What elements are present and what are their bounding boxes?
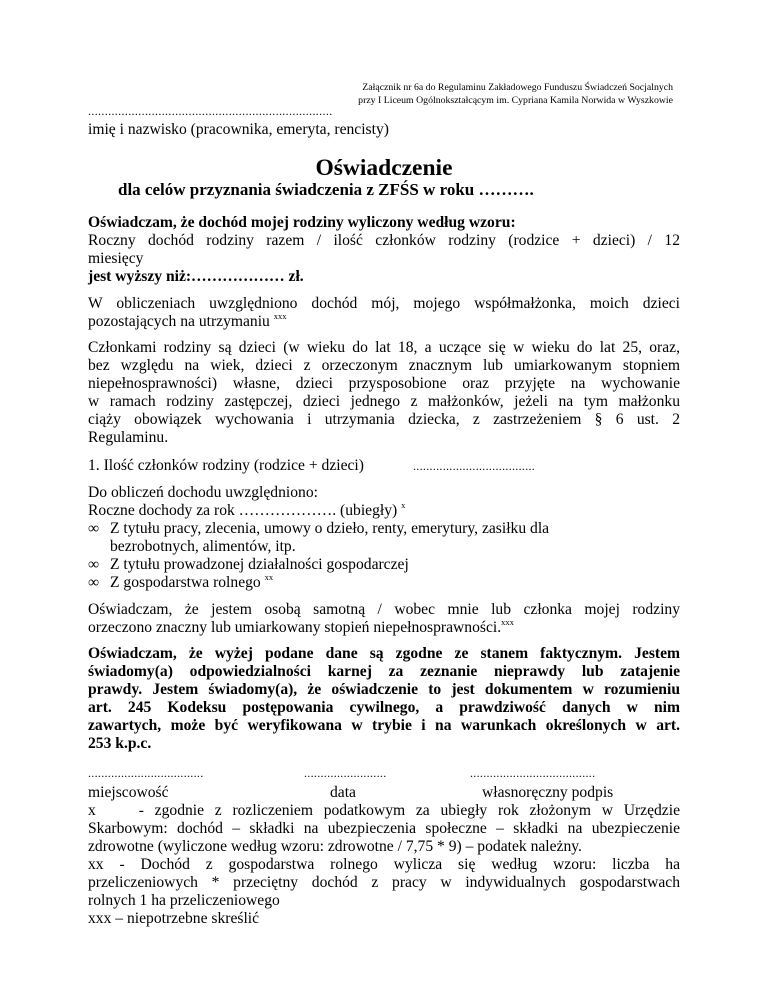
- members-line-2: bez względu na wiek, dzieci z orzeczonym znacznym lub umiarkowanym stopniem: [88, 357, 680, 374]
- members-line-4: w ramach rodziny zastępczej, dzieci jednego z małżonków, jeżeli na tym małżonku: [88, 393, 680, 410]
- included-heading: Do obliczeń dochodu uwzględniono:: [88, 484, 318, 501]
- declaration-line-3: prawdy. Jestem świadomy(a), że oświadczenie to jest dokumentem w rozumieniu: [88, 681, 680, 698]
- family-count-field: .....................................: [413, 459, 536, 473]
- income-heading: Oświadczam, że dochód mojej rodziny wyliczony według wzoru:: [88, 214, 516, 231]
- footnote-x-line-2: Skarbowym: dochód – składki na ubezpieczenia społeczne – składki na ubezpieczenie: [88, 820, 680, 837]
- footnote-xx-line-1: xx - Dochód z gospodarstwa rolnego wylicza się według wzoru: liczba ha: [88, 856, 680, 873]
- disability-line-2: orzeczono znaczny lub umiarkowany stopień niepełnosprawności.$^{xxx}$: [88, 616, 514, 636]
- annual-income-line: Roczne dochody za rok ………………. (ubiegły) $^x$: [88, 499, 406, 519]
- bullet-icon: ∞: [88, 556, 100, 573]
- bullet-icon: ∞: [88, 574, 100, 591]
- place-label: miejscowość: [88, 784, 169, 801]
- header-line-1: Załącznik nr 6a do Regulaminu Zakładowego Funduszu Świadczeń Socjalnych: [362, 82, 673, 93]
- bullet-icon: ∞: [88, 520, 100, 537]
- footnote-mark-xx: xx: [264, 571, 274, 582]
- calc-para-line-2: pozostających na utrzymaniu $^{xxx}$: [88, 310, 287, 330]
- bullet-item-work-line-2: bezrobotnych, alimentów, itp.: [110, 538, 296, 555]
- disability-line-1: Oświadczam, że jestem osobą samotną / wobec mnie lub członka mojej rodziny: [88, 601, 680, 618]
- family-count-label: 1. Ilość członków rodziny (rodzice + dzieci): [88, 457, 364, 474]
- members-line-1: Członkami rodziny są dzieci (w wieku do lat 18, a uczące się w wieku do lat 25, oraz,: [88, 339, 680, 356]
- page-title: Oświadczenie: [315, 155, 453, 181]
- footnote-x-line-1: x - zgodnie z rozliczeniem podatkowym za ubiegły rok złożonym w Urzędzie: [88, 802, 680, 819]
- declaration-line-2: świadomy(a) odpowiedzialności karnej za zeznanie nieprawdy lub zatajenie: [88, 663, 680, 680]
- calc-para-line-1: W obliczeniach uwzględniono dochód mój, mojego współmałżonka, moich dzieci: [88, 295, 680, 312]
- footnote-mark-x: x: [401, 499, 406, 510]
- declaration-line-4: art. 245 Kodeksu postępowania cywilnego, a prawdziwość danych w nim: [88, 699, 680, 716]
- name-label: imię i nazwisko (pracownika, emeryta, rencisty): [88, 121, 389, 138]
- members-line-3: niepełnosprawności) własne, dzieci przysposobione oraz przyjęte na wychowanie: [88, 375, 680, 392]
- footnote-xx-line-2: przeliczeniowych * przeciętny dochód z pracy w indywidualnych gospodarstwach: [88, 874, 680, 891]
- members-line-5: ciąży obowiązek wychowania i utrzymania dziecka, z zastrzeżeniem § 6 ust. 2: [88, 411, 680, 428]
- page-subtitle: dla celów przyznania świadczenia z ZFŚS w roku ……….: [118, 180, 534, 199]
- members-line-6: Regulaminu.: [88, 429, 169, 446]
- date-field: .........................: [304, 766, 387, 780]
- signature-field: ......................................: [470, 766, 596, 780]
- document-page: Załącznik nr 6a do Regulaminu Zakładowego Funduszu Świadczeń Socjalnych przy I Liceum Ogólnokształcącym im. Cypriana Kamila Norwida w Wyszkowie ......................................................................... imię i nazwisko (pracownika, emeryta, rencisty) Oświadczenie dla celów przyznania świadczenia z ZFŚS w roku ………. Oświadczam, że dochód mojej rodziny wyliczony według wzoru: Roczny dochód rodziny razem / ilość członków rodziny (rodzice + dzieci) / 12 miesięcy jest wyższy niż:……………… zł. W obliczeniach uwzględniono dochód mój, mojego współmałżonka, moich dzieci pozostających na utrzymaniu $^{xxx}$ Członkami rodziny są dzieci (w wieku do lat 18, a uczące się w wieku do lat 25, oraz, bez względu na wiek, dzieci z orzeczonym znacznym lub umiarkowanym stopniem niepełnosprawności) własne, dzieci przysposobione oraz przyjęte na wychowanie w ramach rodziny zastępczej, dzieci jednego z małżonków, jeżeli na tym małżonku ciąży obowiązek wychowania i utrzymania dziecka, z zastrzeżeniem § 6 ust. 2 Regulaminu. 1. Ilość członków rodziny (rodzice + dzieci) ..................................... Do obliczeń dochodu uwzględniono: Roczne dochody za rok ………………. (ubiegły) $^x$ ∞ Z tytułu pracy, zlecenia, umowy o dzieło, renty, emerytury, zasiłku dla bezrobotnych, alimentów, itp. ∞ Z tytułu prowadzonej działalności gospodarczej ∞ Z gospodarstwa rolnego $^{xx}$ Oświadczam, że jestem osobą samotną / wobec mnie lub członka mojej rodziny orzeczono znaczny lub umiarkowany stopień niepełnosprawności.$^{xxx}$ Oświadczam, że wyżej podane dane są zgodne ze stanem faktycznym. Jestem świadomy(a) odpowiedzialności karnej za zeznanie nieprawdy lub zatajenie prawdy. Jestem świadomy(a), że oświadczenie to jest dokumentem w rozumieniu art. 245 Kodeksu postępowania cywilnego, a prawdziwość danych w nim zawartych, może być weryfikowana w trybie i na warunkach określonych w art. 253 k.p.c. ................................... ......................... ...................................... miejscowość data własnoręczny podpis x - zgodnie z rozliczeniem podatkowym za ubiegły rok złożonym w Urzędzie Skarbowym: dochód – składki na ubezpieczenia społeczne – składki na ubezpieczenie zdrowotne (wyliczone według wzoru: zdrowotne / 7,75 * 9) – podatek należny. xx - Dochód z gospodarstwa rolnego wylicza się według wzoru: liczba ha przeliczeniowych * przeciętny dochód z pracy w indywidualnych gospodarstwach rolnych 1 ha przeliczeniowego xxx – niepotrzebne skreślić: [0, 0, 768, 994]
- declaration-line-6: 253 k.p.c.: [88, 735, 152, 752]
- footnote-mark-xxx: xxx: [273, 310, 287, 321]
- date-label: data: [330, 784, 356, 801]
- declaration-line-1: Oświadczam, że wyżej podane dane są zgodne ze stanem faktycznym. Jestem: [88, 645, 680, 662]
- income-formula-line-2: miesięcy: [88, 250, 144, 267]
- header-line-2: przy I Liceum Ogólnokształcącym im. Cypriana Kamila Norwida w Wyszkowie: [358, 95, 673, 106]
- footnote-xx-line-3: rolnych 1 ha przeliczeniowego: [88, 892, 280, 909]
- declaration-line-5: zawartych, może być weryfikowana w trybie i na warunkach określonych w art.: [88, 717, 680, 734]
- income-formula-line-1: Roczny dochód rodziny razem / ilość członków rodziny (rodzice + dzieci) / 12: [88, 232, 680, 249]
- footnote-mark-xxx: xxx: [501, 616, 514, 627]
- footnote-xxx: xxx – niepotrzebne skreślić: [88, 910, 260, 927]
- place-field: ...................................: [88, 766, 204, 780]
- footnote-x-line-3: zdrowotne (wyliczone według wzoru: zdrowotne / 7,75 * 9) – podatek należny.: [88, 838, 582, 855]
- income-threshold: jest wyższy niż:……………… zł.: [88, 268, 304, 285]
- name-dots: .........................................................................: [88, 104, 333, 118]
- signature-label: własnoręczny podpis: [482, 784, 614, 801]
